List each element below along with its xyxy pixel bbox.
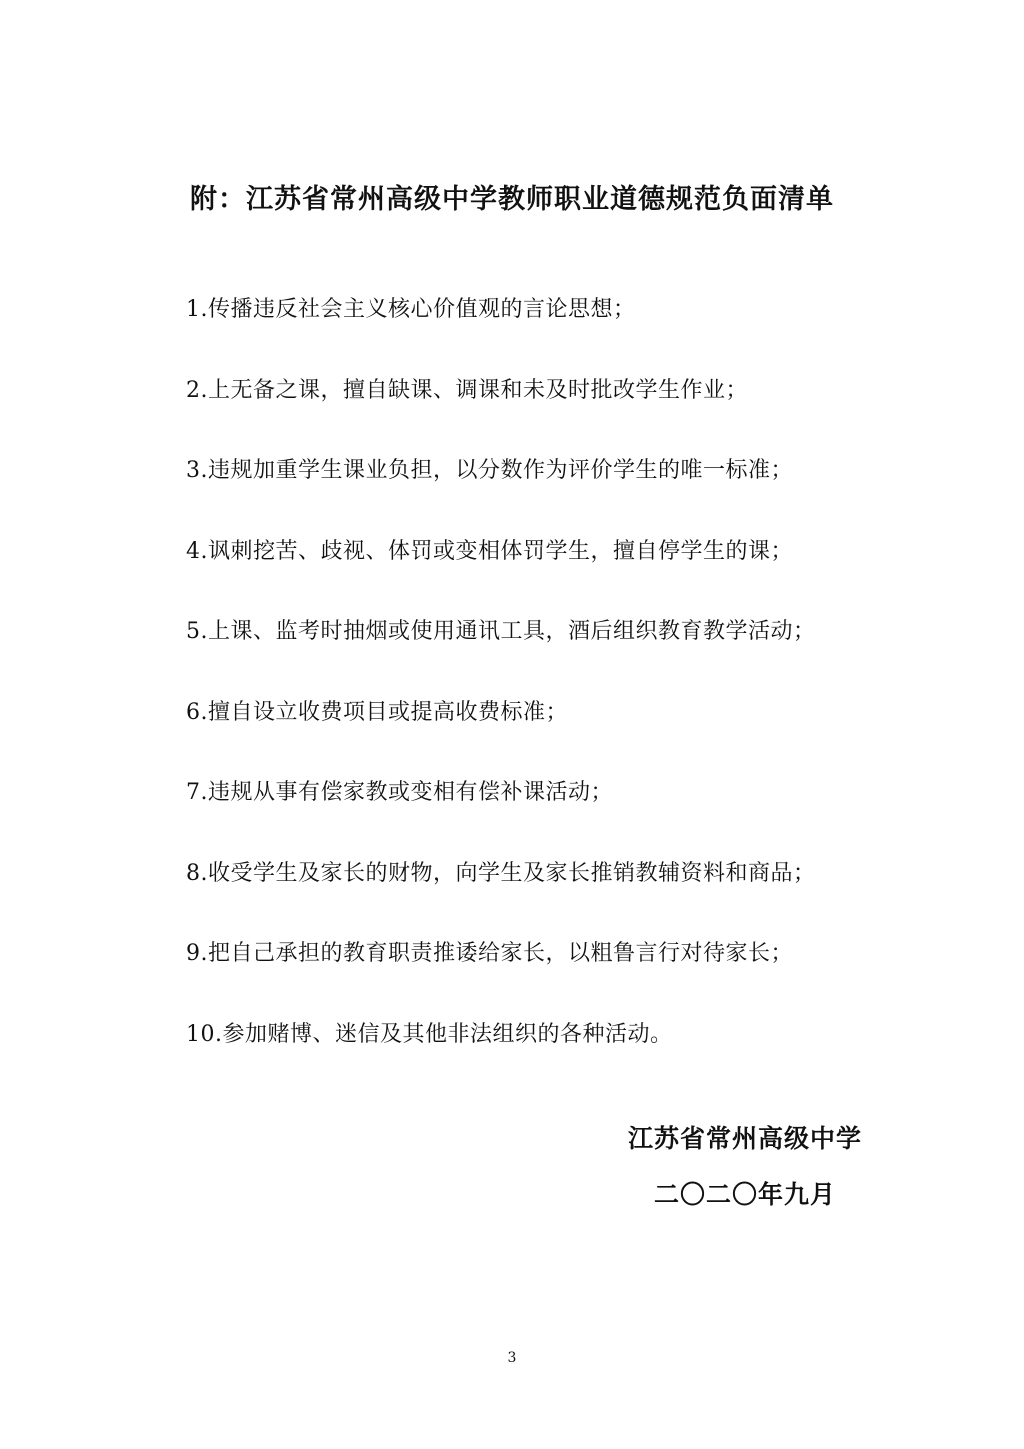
- rule-item-6: 6.擅自设立收费项目或提高收费标准；: [186, 699, 568, 725]
- rule-item-9: 9.把自己承担的教育职责推诿给家长，以粗鲁言行对待家长；: [186, 941, 793, 966]
- rule-list: [186, 290, 906, 1095]
- rule-item-1: 1.传播违反社会主义核心价值观的言论思想；: [186, 297, 636, 322]
- signature-organization: 江苏省常州高级中学: [627, 1124, 862, 1153]
- rule-item-5: 5.上课、监考时抽烟或使用通讯工具，酒后组织教育教学活动；: [186, 619, 816, 644]
- rule-item-4: 4.讽刺挖苦、歧视、体罚或变相体罚学生，擅自停学生的课；: [186, 538, 793, 564]
- rule-item-2: 2.上无备之课，擅自缺课、调课和未及时批改学生作业；: [186, 377, 748, 403]
- rule-item-7: 7.违规从事有偿家教或变相有偿补课活动；: [186, 780, 613, 805]
- rule-item-8: 8.收受学生及家长的财物，向学生及家长推销教辅资料和商品；: [186, 860, 816, 886]
- rule-item-10: 10.参加赌博、迷信及其他非法组织的各种活动。: [186, 1021, 673, 1047]
- signature-date: 二〇二〇年九月: [653, 1180, 836, 1209]
- page-number: 3: [507, 1350, 517, 1366]
- document-title: 附：江苏省常州高级中学教师职业道德规范负面清单: [190, 184, 834, 215]
- rule-item-3: 3.违规加重学生课业负担，以分数作为评价学生的唯一标准；: [186, 458, 793, 483]
